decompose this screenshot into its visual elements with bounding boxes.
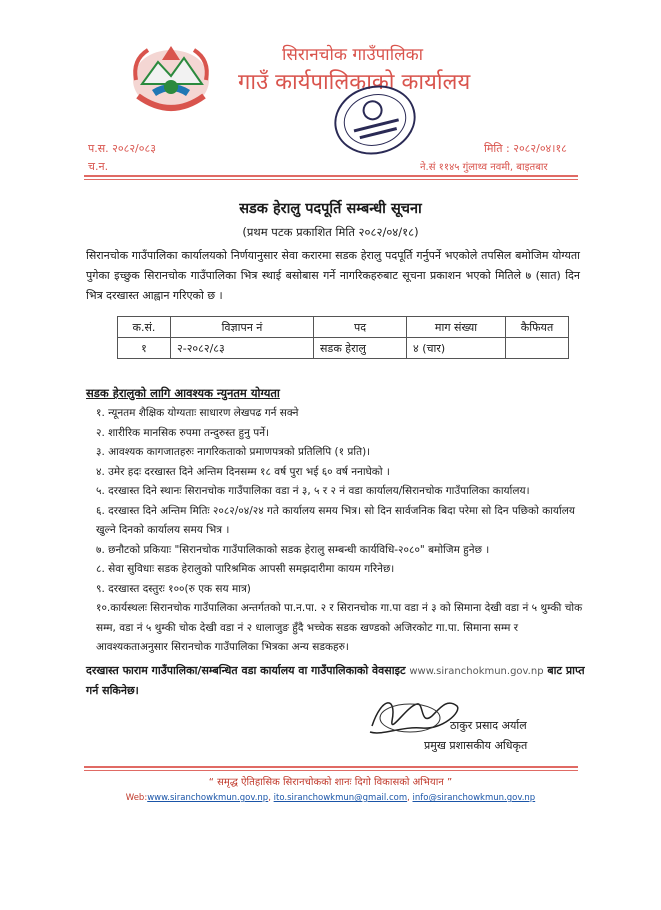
col-serial: क.सं. (118, 317, 171, 338)
letter-date: मिति : २०८२/०४।१८ (484, 142, 567, 155)
col-ad-number: विज्ञापन नं (171, 317, 314, 338)
list-item: १०.कार्यस्थलः सिरानचोक गाउँपालिका अन्तर्गतको पा.न.पा. २ र सिरानचोक गा.पा वडा नं ३ को सिमाना देखी वडा नं ५ थुम्की चोक सम्म, वडा नं ५ थुम्की चोक देखी वडा नं २ धालाजुङ हुँदै भच्चेक सडक खण्डको अजिरकोट गा.पा. सिमाना सम्म र आवश्यकताअनुसार सिरानचोक गाउँपालिका भित्रका अन्य सडकहरु। (96, 602, 583, 653)
requirements-list (96, 404, 586, 658)
header-divider (84, 175, 578, 177)
col-demand: माग संख्या (407, 317, 506, 338)
cell-serial: १ (118, 338, 171, 359)
table-header-row (118, 317, 569, 338)
form-note-text-end: बाट प्राप्त गर्न सकिनेछ। (86, 664, 585, 697)
cell-demand: ४ (चार) (407, 338, 506, 359)
website-link[interactable]: www.siranchokmun.gov.np (409, 666, 544, 677)
col-remarks: कैफियत (506, 317, 569, 338)
list-item: ६. दरखास्त दिने अन्तिम मितिः २०८२/०४/२४ गते कार्यालय समय भित्र। सो दिन सार्वजनिक बिदा परेमा सो दिन पछिको कार्यालय खुल्ने दिनको कार्यालय समय भित्र । (96, 504, 575, 536)
fiscal-year-ref: प.स. २०८२/०८३ (88, 142, 156, 155)
footer-email-ito[interactable]: ito.siranchowkmun@gmail.com (273, 793, 408, 803)
col-post: पद (314, 317, 407, 338)
header-divider-thin (84, 179, 578, 180)
notice-intro: सिरानचोक गाउँपालिका कार्यालयको निर्णयानुसार सेवा करारमा सडक हेरालु पदपूर्ति गर्नुपर्ने भएकोले तपसिल बमोजिम योग्यता पुगेका इच्छुक सिरानचोक गाउँपालिका भित्र स्थाई बसोबास गर्ने नागरिकहरुबाट सूचना प्रकाशन भएको मितिले ७ (सात) दिन भित्र दरखास्त आह्वान गरिएको छ । (86, 249, 580, 302)
notice-title: सडक हेरालु पदपूर्ति सम्बन्धी सूचना (239, 201, 422, 217)
office-seal (330, 80, 420, 160)
list-item: १. न्यूनतम शैक्षिक योग्यताः साधारण लेखपढ गर्न सक्ने (96, 407, 299, 419)
list-item: ५. दरखास्त दिने स्थानः सिरानचोक गाउँपालिका वडा नं ३, ५ र २ नं वडा कार्यालय/सिरानचोक गाउँपालिका कार्यालय। (96, 485, 530, 497)
cell-post: सडक हेरालु (314, 338, 407, 359)
signer-name: ठाकुर प्रसाद अर्याल (450, 719, 527, 732)
seal-stamp-icon (330, 80, 420, 160)
list-item: ८. सेवा सुविधाः सडक हेरालुको पारिश्रमिक आपसी समझदारीमा कायम गरिनेछ। (96, 563, 395, 575)
dispatch-number: च.न. (88, 160, 109, 173)
footer-email-info[interactable]: info@siranchowkmun.gov.np (412, 793, 536, 803)
form-availability-note (86, 661, 586, 700)
signature-icon (362, 686, 472, 742)
form-note-text: दरखास्त फाराम गाउँपालिका/सम्बन्धित वडा कार्यालय वा गाउँपालिकाको वेवसाइट (86, 664, 406, 677)
footer-contacts: Web:www.siranchowkmun.gov.np, ito.siranchowkmun@gmail.com, info@siranchowkmun.gov.np (125, 793, 536, 803)
vacancy-table (117, 316, 569, 359)
cell-ad-number: २-२०८२/८३ (171, 338, 314, 359)
cell-remarks (506, 338, 569, 359)
requirements-heading: सडक हेरालुको लागि आवश्यक न्युनतम योग्यता (86, 386, 280, 400)
nepal-emblem-icon (128, 40, 214, 114)
list-item: ९. दरखास्त दस्तुरः १००(रु एक सय मात्र) (96, 582, 251, 595)
footer-divider (84, 766, 578, 768)
footer-website-link[interactable]: www.siranchowkmun.gov.np (147, 793, 269, 803)
footer-divider-thin (84, 770, 578, 771)
footer-slogan: “ समृद्ध ऐतिहासिक सिरानचोकको शानः दिगो विकासको अभियान ” (208, 777, 453, 788)
office-name: सिरानचोक गाउँपालिका (282, 45, 424, 65)
office-title: गाउँ कार्यपालिकाको कार्यालय (238, 70, 471, 95)
signer-role: प्रमुख प्रशासकीय अधिकृत (424, 739, 528, 752)
list-item: २. शारीरिक मानसिक रुपमा तन्दुरुस्त हुनु पर्ने। (96, 426, 270, 439)
nepal-sambat-date: ने.सं ११४५ गुंलाथ्व नवमी, बाइतबार (420, 162, 548, 173)
list-item: ४. उमेर हदः दरखास्त दिने अन्तिम दिनसम्म १८ वर्ष पुरा भई ६० वर्ष ननाघेको । (96, 465, 390, 478)
web-label: Web: (125, 793, 148, 803)
table-row (118, 338, 569, 359)
notice-subtitle: (प्रथम पटक प्रकाशित मिति २०८२/०४/१८) (242, 225, 419, 239)
list-item: ३. आवश्यक कागजातहरुः नागरिकताको प्रमाणपत्रको प्रतिलिपि (१ प्रति)। (96, 446, 371, 458)
list-item: ७. छनौटको प्रकियाः "सिरानचोक गाउँपालिकाको सडक हेरालु सम्बन्धी कार्यविधि-२०८०" बमोजिम हुनेछ । (96, 543, 490, 556)
